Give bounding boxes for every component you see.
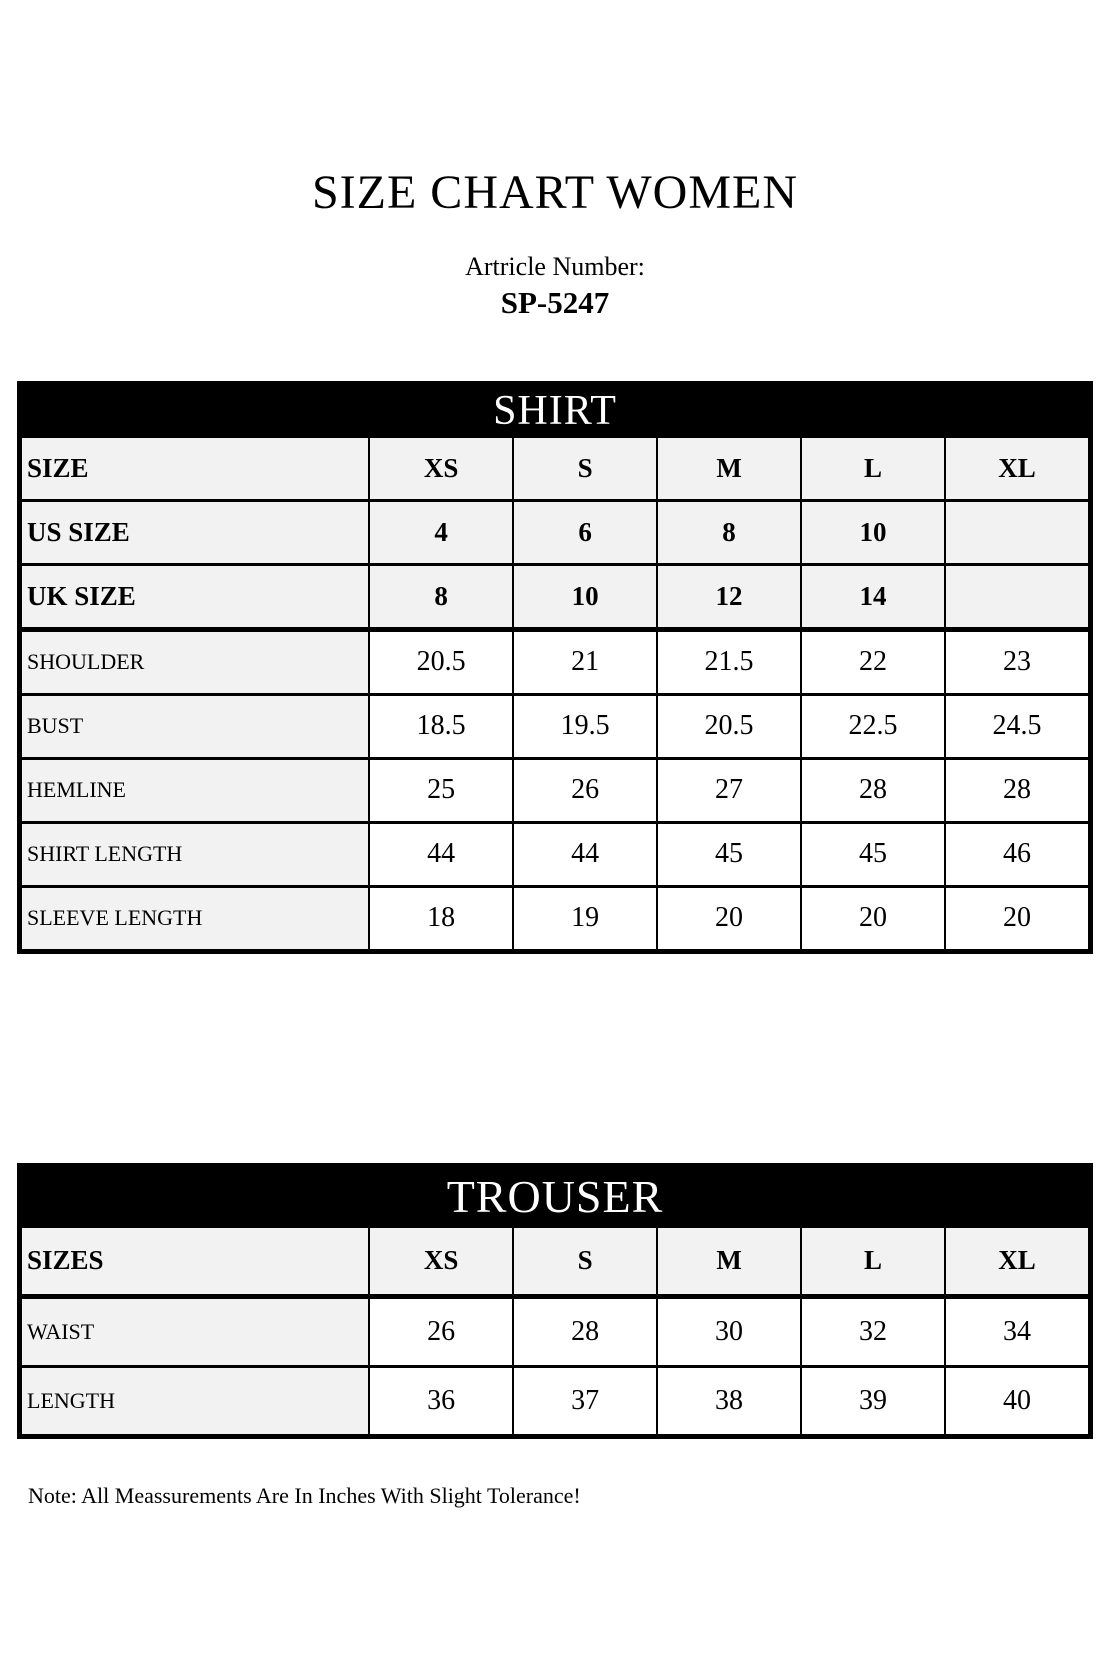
- trouser-size-grid: [20, 1228, 1090, 1436]
- value-cell: 45: [801, 822, 945, 886]
- value-cell: 38: [657, 1366, 801, 1435]
- shirt-row-shoulder: [21, 629, 1089, 694]
- value-cell: 25: [369, 758, 513, 822]
- shirt-row-sleeve-length: [21, 886, 1089, 950]
- value-cell: 6: [513, 500, 657, 564]
- trouser-table: [17, 1163, 1093, 1439]
- row-label: SLEEVE LENGTH: [21, 886, 369, 950]
- value-cell: S: [513, 438, 657, 501]
- value-cell: 44: [369, 822, 513, 886]
- value-cell: 21.5: [657, 629, 801, 694]
- article-number-label: Artricle Number:: [465, 252, 645, 282]
- value-cell: 32: [801, 1296, 945, 1366]
- value-cell: 8: [657, 500, 801, 564]
- shirt-row-size: [21, 438, 1089, 501]
- value-cell: 21: [513, 629, 657, 694]
- trouser-row-length: [21, 1366, 1089, 1435]
- value-cell: XL: [945, 1228, 1089, 1297]
- value-cell: 20: [657, 886, 801, 950]
- row-label: WAIST: [21, 1296, 369, 1366]
- trouser-table-title: TROUSER: [20, 1166, 1090, 1228]
- value-cell: 19: [513, 886, 657, 950]
- value-cell: 26: [369, 1296, 513, 1366]
- value-cell: 20.5: [369, 629, 513, 694]
- value-cell: M: [657, 438, 801, 501]
- value-cell: 20: [801, 886, 945, 950]
- value-cell: 4: [369, 500, 513, 564]
- value-cell: S: [513, 1228, 657, 1297]
- value-cell: 30: [657, 1296, 801, 1366]
- value-cell: 10: [513, 564, 657, 629]
- shirt-row-us-size: [21, 500, 1089, 564]
- value-cell: 28: [945, 758, 1089, 822]
- value-cell: [945, 500, 1089, 564]
- value-cell: 8: [369, 564, 513, 629]
- value-cell: 12: [657, 564, 801, 629]
- value-cell: 24.5: [945, 694, 1089, 758]
- value-cell: 34: [945, 1296, 1089, 1366]
- value-cell: 28: [513, 1296, 657, 1366]
- value-cell: 27: [657, 758, 801, 822]
- shirt-row-hemline: [21, 758, 1089, 822]
- value-cell: XS: [369, 438, 513, 501]
- value-cell: XL: [945, 438, 1089, 501]
- row-label: SHIRT LENGTH: [21, 822, 369, 886]
- row-label: SIZE: [21, 438, 369, 501]
- value-cell: 45: [657, 822, 801, 886]
- row-label: SHOULDER: [21, 629, 369, 694]
- value-cell: [945, 564, 1089, 629]
- row-label: LENGTH: [21, 1366, 369, 1435]
- value-cell: L: [801, 438, 945, 501]
- shirt-row-bust: [21, 694, 1089, 758]
- shirt-table-title: SHIRT: [20, 384, 1090, 438]
- value-cell: XS: [369, 1228, 513, 1297]
- row-label: UK SIZE: [21, 564, 369, 629]
- value-cell: 37: [513, 1366, 657, 1435]
- value-cell: 40: [945, 1366, 1089, 1435]
- article-number-value: SP-5247: [500, 285, 610, 321]
- value-cell: 28: [801, 758, 945, 822]
- value-cell: 26: [513, 758, 657, 822]
- value-cell: 39: [801, 1366, 945, 1435]
- shirt-table: [17, 381, 1093, 954]
- trouser-row-waist: [21, 1296, 1089, 1366]
- value-cell: M: [657, 1228, 801, 1297]
- row-label: HEMLINE: [21, 758, 369, 822]
- row-label: US SIZE: [21, 500, 369, 564]
- value-cell: 10: [801, 500, 945, 564]
- value-cell: 22.5: [801, 694, 945, 758]
- value-cell: 44: [513, 822, 657, 886]
- value-cell: 18.5: [369, 694, 513, 758]
- page-title: SIZE CHART WOMEN: [311, 166, 798, 219]
- row-label: BUST: [21, 694, 369, 758]
- shirt-size-grid: [20, 438, 1090, 951]
- row-label: SIZES: [21, 1228, 369, 1297]
- value-cell: 36: [369, 1366, 513, 1435]
- shirt-row-uk-size: [21, 564, 1089, 629]
- value-cell: 46: [945, 822, 1089, 886]
- value-cell: 19.5: [513, 694, 657, 758]
- measurement-note: Note: All Meassurements Are In Inches With Slight Tolerance!: [28, 1482, 581, 1508]
- value-cell: 20.5: [657, 694, 801, 758]
- shirt-row-shirt-length: [21, 822, 1089, 886]
- value-cell: 14: [801, 564, 945, 629]
- value-cell: 23: [945, 629, 1089, 694]
- trouser-row-sizes: [21, 1228, 1089, 1297]
- value-cell: 18: [369, 886, 513, 950]
- value-cell: 20: [945, 886, 1089, 950]
- value-cell: 22: [801, 629, 945, 694]
- value-cell: L: [801, 1228, 945, 1297]
